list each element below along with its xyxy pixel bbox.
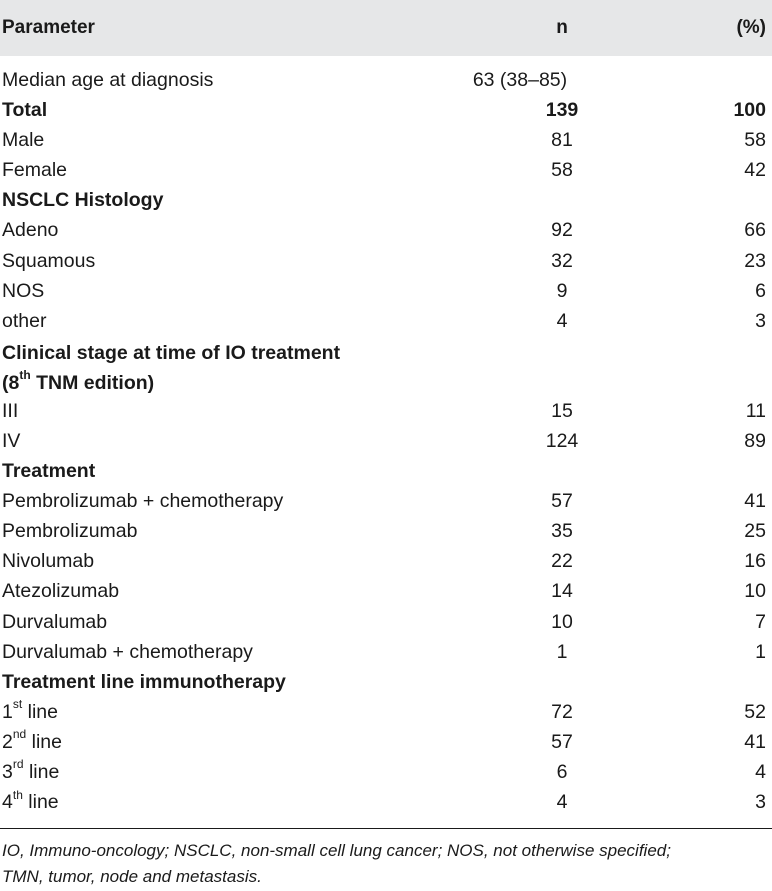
table-bottom-rule — [0, 828, 772, 829]
table-row — [0, 395, 772, 425]
total-pct: 100 — [733, 99, 766, 122]
table-row — [0, 786, 772, 816]
row-label: NOS — [2, 279, 45, 302]
table-header — [0, 0, 772, 56]
line-sup: nd — [12, 727, 27, 742]
table-row — [0, 275, 772, 305]
table-row — [0, 606, 772, 636]
row-label: Durvalumab — [2, 610, 108, 633]
row-n: 58 — [551, 159, 573, 182]
section-heading-line — [0, 666, 772, 696]
table-row — [0, 545, 772, 575]
row-label — [2, 787, 59, 814]
section-heading-histology — [0, 184, 772, 214]
table-row — [0, 756, 772, 786]
table-row — [0, 696, 772, 726]
row-pct: 66 — [744, 219, 766, 242]
table-row — [0, 425, 772, 455]
row-label: III — [2, 399, 19, 422]
row-pct: 89 — [744, 429, 766, 452]
total-label: Total — [2, 99, 48, 122]
header-pct: (%) — [736, 17, 766, 38]
line-suffix: line — [22, 700, 58, 723]
table-footnote — [2, 838, 770, 890]
row-pct: 25 — [744, 520, 766, 543]
section-heading-treatment — [0, 455, 772, 485]
header-n: n — [556, 17, 568, 38]
row-n: 9 — [556, 279, 568, 302]
row-label: IV — [2, 429, 21, 452]
table-row — [0, 124, 772, 154]
table-row — [0, 94, 772, 124]
row-label — [2, 727, 62, 754]
section-title: Treatment line immunotherapy — [2, 670, 286, 693]
row-n: 1 — [556, 640, 568, 663]
median-age-label: Median age at diagnosis — [2, 69, 214, 91]
row-label: Nivolumab — [2, 550, 95, 573]
row-n: 15 — [551, 399, 573, 422]
row-n: 6 — [556, 760, 568, 783]
row-pct: 58 — [744, 129, 766, 152]
row-pct: 4 — [755, 760, 766, 783]
line-sup: rd — [12, 757, 24, 772]
row-pct: 11 — [745, 399, 766, 422]
table-row — [0, 485, 772, 515]
row-label: other — [2, 309, 47, 332]
line-suffix: line — [26, 730, 62, 753]
table-row — [0, 245, 772, 275]
row-label — [2, 757, 60, 784]
line-suffix: line — [22, 791, 59, 814]
row-pct: 10 — [744, 580, 766, 603]
row-n: 81 — [551, 129, 573, 152]
row-label: Pembrolizumab — [2, 520, 138, 543]
table-row — [0, 515, 772, 545]
row-n: 92 — [551, 219, 573, 242]
median-age-value: 63 (38–85) — [472, 69, 568, 91]
row-n: 10 — [551, 610, 573, 633]
stage-title-suffix: TNM edition) — [30, 371, 155, 394]
row-label: Durvalumab + chemotherapy — [2, 640, 253, 663]
row-pct: 6 — [755, 279, 766, 302]
header-parameter: Parameter — [2, 17, 95, 38]
row-n: 35 — [551, 520, 573, 543]
row-pct: 1 — [755, 640, 766, 663]
table-row — [0, 636, 772, 666]
line-num: 2 — [2, 730, 13, 753]
footnote-line1: IO, Immuno-oncology; NSCLC, non-small cell lung cancer; NOS, not otherwise specified; — [2, 841, 671, 860]
row-n: 4 — [556, 309, 568, 332]
row-pct: 23 — [744, 249, 766, 272]
footnote-line2: TMN, tumor, node and metastasis. — [2, 867, 262, 886]
section-heading-stage — [0, 335, 772, 395]
line-num: 4 — [2, 791, 13, 814]
stage-title-prefix: (8 — [2, 371, 20, 394]
section-title: Treatment — [2, 460, 96, 483]
row-label — [2, 697, 58, 724]
row-n: 57 — [551, 730, 573, 753]
section-title: NSCLC Histology — [2, 189, 164, 212]
table-row — [0, 64, 772, 94]
table-row — [0, 575, 772, 605]
stage-title-line1: Clinical stage at time of IO treatment — [2, 341, 341, 364]
line-suffix: line — [23, 760, 60, 783]
line-sup: th — [12, 787, 23, 802]
row-label: Pembrolizumab + chemotherapy — [2, 490, 284, 513]
row-n: 14 — [551, 580, 573, 603]
row-n: 32 — [551, 249, 573, 272]
row-label: Female — [2, 159, 68, 182]
row-n: 72 — [551, 700, 573, 723]
total-n: 139 — [545, 99, 579, 122]
row-pct: 7 — [755, 610, 766, 633]
table-row — [0, 214, 772, 244]
section-title — [2, 338, 340, 398]
row-label: Male — [2, 129, 45, 152]
table-row — [0, 726, 772, 756]
row-label: Atezolizumab — [2, 580, 120, 603]
line-sup: st — [12, 697, 23, 712]
line-num: 1 — [2, 700, 13, 723]
row-label: Squamous — [2, 249, 96, 272]
row-n: 4 — [556, 791, 568, 814]
row-n: 124 — [545, 429, 579, 452]
table-row — [0, 305, 772, 335]
row-label: Adeno — [2, 219, 59, 242]
row-pct: 3 — [755, 309, 766, 332]
stage-title-sup: th — [19, 368, 31, 383]
row-n: 22 — [551, 550, 573, 573]
row-pct: 41 — [744, 730, 766, 753]
row-pct: 16 — [744, 550, 766, 573]
row-pct: 41 — [744, 490, 766, 513]
row-pct: 42 — [744, 159, 766, 182]
row-pct: 3 — [755, 791, 766, 814]
row-pct: 52 — [744, 700, 766, 723]
row-n: 57 — [551, 490, 573, 513]
line-num: 3 — [2, 760, 13, 783]
table-row — [0, 154, 772, 184]
